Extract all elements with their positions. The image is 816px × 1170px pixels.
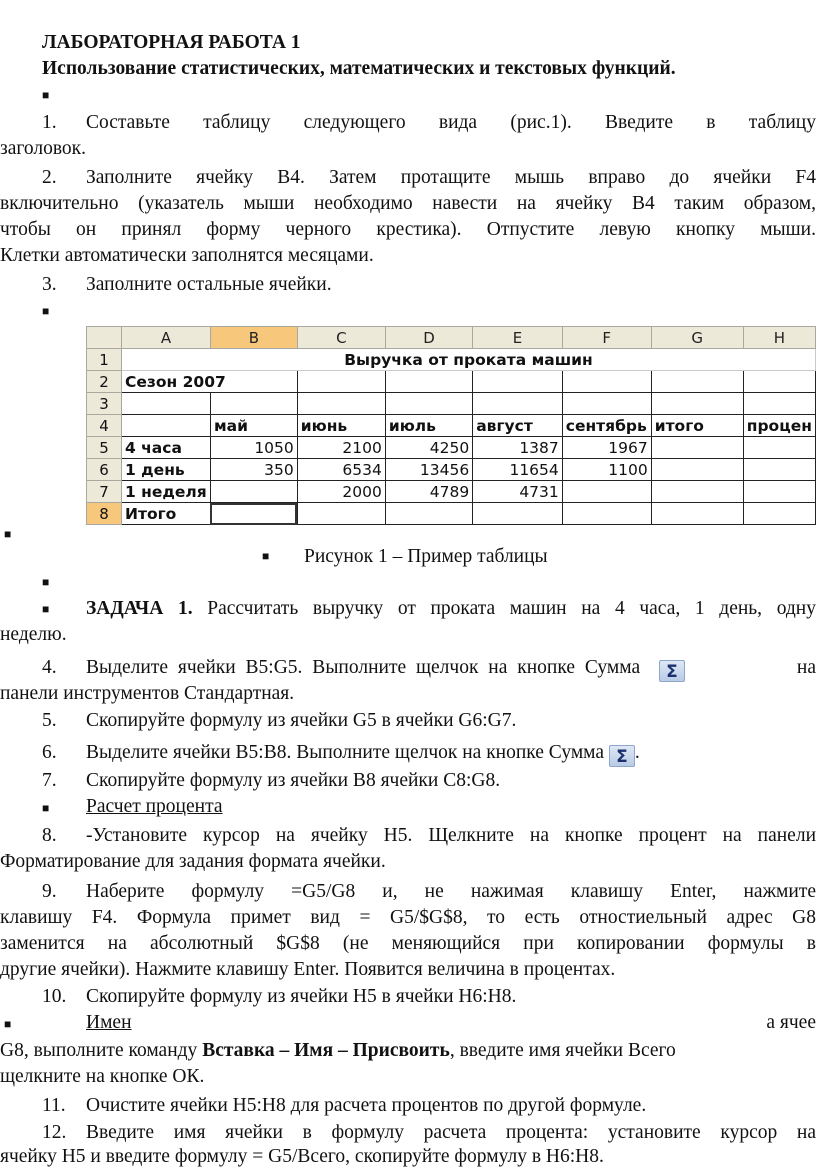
cell[interactable] [743, 371, 815, 393]
cell[interactable] [743, 481, 815, 503]
row-label-cell[interactable]: 1 день [121, 459, 210, 481]
value-cell[interactable]: 4250 [385, 437, 472, 459]
step-text: Очистите ячейки H5:H8 для расчета процентов по другой формуле. [86, 1095, 647, 1116]
cell[interactable] [385, 393, 472, 415]
row-header-6[interactable]: 6 [87, 459, 122, 481]
cell[interactable] [385, 503, 472, 525]
step-number: 2. [42, 167, 57, 188]
row-header-3[interactable]: 3 [87, 393, 122, 415]
column-header-c[interactable]: C [297, 327, 385, 349]
figure-caption: Рисунок 1 – Пример таблицы [304, 546, 548, 567]
column-header-g[interactable]: G [651, 327, 743, 349]
value-cell[interactable]: 11654 [473, 459, 563, 481]
value-cell[interactable]: 2000 [297, 481, 385, 503]
cell[interactable] [651, 371, 743, 393]
name-text: , введите имя ячейки Всего [449, 1040, 676, 1061]
total-header-cell[interactable]: итого [651, 415, 743, 437]
row-header-7[interactable]: 7 [87, 481, 122, 503]
step-text: Составьте таблицу следующего вида (рис.1). Введите в таблицу [86, 112, 816, 133]
cell[interactable] [651, 503, 743, 525]
step-2-line [0, 165, 816, 191]
step-11-line [0, 1093, 816, 1119]
cell[interactable] [651, 459, 743, 481]
step-number: 5. [42, 710, 57, 731]
column-header-f[interactable]: F [562, 327, 651, 349]
month-cell[interactable]: июнь [297, 415, 385, 437]
step-9-line [0, 879, 816, 905]
step-number: 11. [42, 1095, 66, 1116]
step-text-end: . [634, 742, 640, 763]
column-header-d[interactable]: D [385, 327, 472, 349]
step-text: Введите имя ячейки в формулу расчета процента: установите курсор на [86, 1122, 816, 1143]
cell[interactable] [385, 371, 472, 393]
cell[interactable] [297, 393, 385, 415]
step-number: 4. [42, 657, 57, 678]
step-4-line [0, 655, 816, 682]
square-bullet-icon: ■ [42, 801, 50, 815]
step-text: -Установите курсор на ячейку H5. Щелкните на кнопке процент на панели [86, 825, 816, 846]
step-12-line-2: ячейку H5 и введите формулу = G5/Всего, скопируйте формулу в H6:H8. [0, 1146, 604, 1167]
step-9-line-3: заменится на абсолютный $G$8 (не меняющийся при копировании формулы в [0, 933, 816, 954]
step-2-line-3: чтобы он принял форму черного крестика). Отпустите левую кнопку мыши. [0, 219, 816, 240]
step-text: Выделите ячейки B5:G5. Выполните щелчок на кнопке Сумма [86, 657, 641, 678]
sigma-sum-icon: Σ [659, 660, 685, 682]
value-cell[interactable]: 350 [210, 459, 297, 481]
step-8-line-2: Форматирование для задания формата ячейки. [0, 851, 386, 872]
square-bullet-icon: ■ [42, 575, 50, 589]
step-text: Скопируйте формулу из ячейки G5 в ячейки G6:G7. [86, 710, 517, 731]
value-cell[interactable] [210, 481, 297, 503]
step-number: 8. [42, 825, 57, 846]
value-cell[interactable]: 4789 [385, 481, 472, 503]
total-row-label-cell[interactable]: Итого [121, 503, 210, 525]
square-bullet-icon: ■ [4, 1017, 12, 1031]
square-bullet-icon: ■ [42, 602, 50, 616]
cell[interactable] [121, 415, 210, 437]
sheet-corner[interactable] [87, 327, 122, 349]
column-header-h[interactable]: H [743, 327, 815, 349]
row-header-2[interactable]: 2 [87, 371, 122, 393]
step-number: 10. [42, 986, 67, 1007]
value-cell[interactable]: 6534 [297, 459, 385, 481]
cell[interactable] [473, 503, 563, 525]
step-number: 6. [42, 742, 57, 763]
step-number: 12. [42, 1122, 67, 1143]
cell[interactable] [743, 437, 815, 459]
percent-header-cell[interactable]: процен [743, 415, 815, 437]
cell[interactable] [473, 393, 563, 415]
step-9-line-2: клавишу F4. Формула примет вид = G5/$G$8, то есть отностиельный адрес G8 [0, 907, 816, 928]
step-text: Скопируйте формулу из ячейки B8 ячейки C8:G8. [86, 770, 501, 791]
cell[interactable] [473, 371, 563, 393]
row-header-8[interactable]: 8 [87, 503, 122, 525]
row-header-5[interactable]: 5 [87, 437, 122, 459]
step-number: 9. [42, 881, 57, 902]
task-1-line-2: неделю. [0, 624, 67, 645]
value-cell[interactable]: 4731 [473, 481, 563, 503]
cell[interactable] [651, 437, 743, 459]
month-cell[interactable]: сентябрь [562, 415, 651, 437]
step-text: Выделите ячейки B5:B8. Выполните щелчок на кнопке Сумма [86, 742, 605, 763]
row-header-4[interactable]: 4 [87, 415, 122, 437]
task-1-line [86, 596, 816, 622]
cell[interactable] [651, 481, 743, 503]
step-5-line [0, 708, 816, 734]
column-header-b[interactable]: B [210, 327, 297, 349]
cell[interactable] [562, 503, 651, 525]
active-cell-b8[interactable] [210, 503, 297, 525]
task-label: ЗАДАЧА 1. [86, 598, 193, 619]
menu-command: Вставка – Имя – Присвоить [202, 1040, 450, 1061]
step-2-line-4: Клетки автоматически заполнятся месяцами. [0, 245, 374, 266]
name-section-text-start: Имен [86, 1012, 132, 1033]
name-section-text-end: а ячее [766, 1012, 816, 1033]
value-cell[interactable]: 1967 [562, 437, 651, 459]
cell[interactable] [562, 371, 651, 393]
value-cell[interactable] [562, 481, 651, 503]
cell[interactable] [210, 393, 297, 415]
step-4-line-2: панели инструментов Стандартная. [0, 683, 295, 704]
value-cell[interactable]: 1050 [210, 437, 297, 459]
step-text: Заполните ячейку B4. Затем протащите мышь вправо до ячейки F4 [86, 167, 816, 188]
month-cell[interactable]: август [473, 415, 563, 437]
season-cell[interactable]: Сезон 2007 [121, 371, 297, 393]
step-12-line [0, 1120, 816, 1146]
cell[interactable] [297, 371, 385, 393]
step-number: 1. [42, 112, 57, 133]
step-text: Наберите формулу =G5/G8 и, не нажимая клавишу Enter, нажмите [86, 881, 816, 902]
step-text: Скопируйте формулу из ячейки H5 в ячейки H6:H8. [86, 986, 517, 1007]
step-text-end: на [796, 657, 816, 678]
value-cell[interactable]: 13456 [385, 459, 472, 481]
spreadsheet-figure [86, 326, 816, 540]
square-bullet-icon: ■ [42, 304, 50, 318]
row-label-cell[interactable]: 1 неделя [121, 481, 210, 503]
name-section-line [86, 1010, 816, 1036]
lab-title: ЛАБОРАТОРНАЯ РАБОТА 1 [42, 32, 301, 53]
cell[interactable] [743, 459, 815, 481]
step-number: 7. [42, 770, 57, 791]
step-2-line-2: включительно (указатель мыши необходимо навести на ячейку B4 таким образом, [0, 193, 816, 214]
percent-section-title: Расчет процента [86, 796, 223, 817]
step-1-line-2: заголовок. [0, 138, 87, 159]
row-header-1[interactable]: 1 [87, 349, 122, 371]
square-bullet-icon: ■ [42, 88, 50, 102]
value-cell[interactable]: 1100 [562, 459, 651, 481]
step-3-line [0, 272, 816, 298]
cell[interactable] [651, 393, 743, 415]
value-cell[interactable]: 2100 [297, 437, 385, 459]
table-title-cell[interactable]: Выручка от проката машин [121, 349, 815, 371]
cell[interactable] [121, 393, 210, 415]
task-text: Рассчитать выручку от проката машин на 4 часа, 1 день, одну [207, 598, 816, 619]
step-6-line [0, 740, 816, 767]
step-8-line [0, 823, 816, 849]
month-cell[interactable]: май [210, 415, 297, 437]
name-text: G8, выполните команду [0, 1040, 203, 1061]
column-header-a[interactable]: A [121, 327, 210, 349]
name-section-line-2 [0, 1038, 816, 1064]
step-1-line [0, 110, 816, 136]
step-text: Заполните остальные ячейки. [86, 274, 332, 295]
row-label-cell[interactable]: 4 часа [121, 437, 210, 459]
square-bullet-icon: ■ [4, 527, 12, 541]
sigma-sum-icon: Σ [609, 745, 635, 767]
column-header-e[interactable]: E [473, 327, 563, 349]
cell[interactable] [297, 503, 385, 525]
value-cell[interactable]: 1387 [473, 437, 563, 459]
cell[interactable] [743, 503, 815, 525]
month-cell[interactable]: июль [385, 415, 472, 437]
square-bullet-icon: ■ [262, 549, 270, 563]
cell[interactable] [562, 393, 651, 415]
cell[interactable] [743, 393, 815, 415]
step-10-line [0, 984, 816, 1010]
step-7-line [0, 768, 816, 794]
step-9-line-4: другие ячейки). Нажмите клавишу Enter. Появится величина в процентах. [0, 959, 616, 980]
step-number: 3. [42, 274, 57, 295]
lab-subtitle: Использование статистических, математических и текстовых функций. [42, 58, 676, 79]
name-section-line-3: щелкните на кнопке ОК. [0, 1066, 205, 1087]
